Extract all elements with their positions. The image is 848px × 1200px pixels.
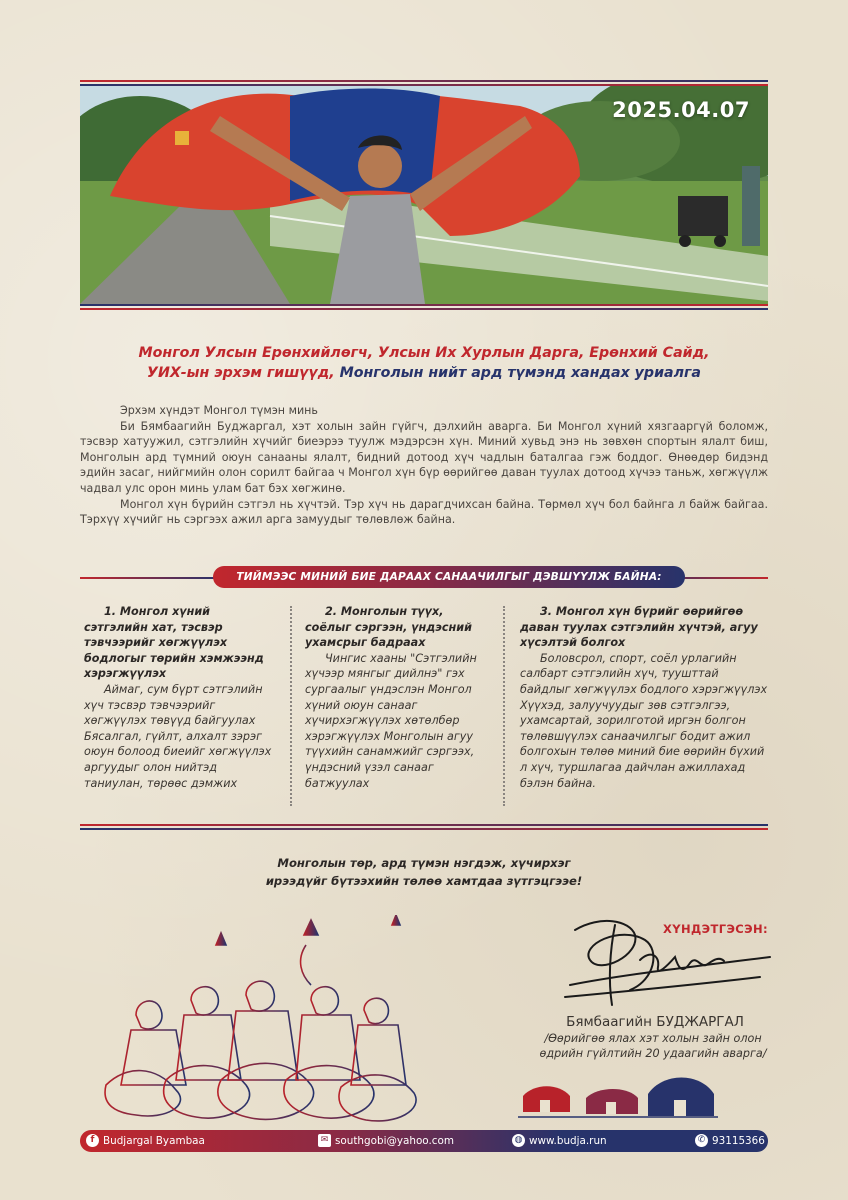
signer-name: Бямбаагийн БУДЖАРГАЛ [566, 1014, 744, 1030]
column-divider-2 [503, 606, 505, 806]
phone-icon: ✆ [695, 1134, 708, 1147]
contact-footer [80, 1130, 768, 1152]
footer-website[interactable] [512, 1130, 607, 1152]
phone-text: 93115366 [712, 1135, 765, 1147]
greeting: Эрхэм хүндэт Монгол түмэн минь [120, 404, 318, 417]
header-photo-frame [80, 80, 768, 310]
column-divider-1 [290, 606, 292, 806]
signer-title-line-1: /Өөрийгөө ялах хэт холын зайн олон [544, 1032, 762, 1045]
title-line-2-blue: Монголын нийт ард түмэнд хандах уриалга [339, 365, 701, 381]
email-icon: ✉ [318, 1134, 331, 1147]
closing-line-2: ирээдүйг бүтээхийн төлөө хамтдаа зүтгэцгээе! [265, 874, 583, 888]
title-line-2-red: УИХ-ын эрхэм гишүүд, [147, 365, 340, 381]
closing-call [200, 854, 648, 890]
facebook-text: Budjargal Byambaa [103, 1135, 205, 1147]
footer-facebook[interactable] [86, 1130, 205, 1152]
initiatives-heading-bar [80, 566, 768, 590]
middle-rule [80, 824, 768, 830]
body-paragraph-1: Би Бямбаагийн Буджаргал, хэт холын зайн гүйгч, дэлхийн аварга. Би Монгол хүний хязгааргүй боломж, тэсвэр хатуужил, сэтгэлийн хүчийг биеэрээ туулж мэдэрсэн хүн. Миний хувьд энэ нь зөвхөн спортын ялалт биш, Монголын ард түмний оюун санааны ялалт, бидний дотоод хүч чадлын баталгаа гэж боддог. Өнөөдөр бидэнд эдийн засаг, нийгмийн олон сорилт байгаа ч Монгол хүн бүр өөрийгөө даван туулах дотоод хүчээ таньж, хөгжүүлж чадвал улс орон минь улам бат бэх хөгжинө. [80, 419, 768, 495]
initiative-2 [305, 604, 485, 791]
body-paragraph-2: Монгол хүн бүрийн сэтгэл нь хүчтэй. Тэр хүч нь дарагдчихсан байна. Төрмөл хүч бол байнга л байж байгаа. Тэрхүү хүчийг нь сэргээх ажил арга замуудыг төлөвлөж байна. [80, 497, 768, 527]
email-text: southgobi@yahoo.com [335, 1135, 454, 1147]
initiative-3-text: Боловсрол, спорт, соёл урлагийн салбарт сэтгэлийн хүч, туушттай байдлыг хөгжүүлэх бодлого хэрэгжүүлэх Хүүхэд, залуучуудыг зөв сэтгэлгээ, ухамсартай, зорилготой иргэн болгон төлөвшүүлэх санаачилгыг бодит ажил болгохын төлөө миний бие өөрийн бүхий л хүч, туршлагаа дайчлан ажиллахад бэлэн байна. [520, 651, 768, 790]
initiatives-columns [80, 604, 768, 809]
footer-phone[interactable] [695, 1130, 765, 1152]
initiative-1 [84, 604, 277, 791]
heading-rule-left [80, 577, 220, 579]
mongol-warriors-illustration [96, 915, 426, 1130]
letter-title [80, 343, 768, 383]
date-label: 2025.04.07 [612, 98, 750, 122]
globe-icon: ◍ [512, 1134, 525, 1147]
website-text: www.budja.run [529, 1135, 607, 1147]
respect-label: ХҮНДЭТГЭСЭН: [662, 922, 768, 936]
title-line-2 [80, 363, 768, 383]
closing-line-1: Монголын төр, ард түмэн нэгдэж, хүчирхэг [277, 856, 571, 870]
ger-illustration [518, 1064, 718, 1120]
initiatives-heading: ТИЙМЭЭС МИНИЙ БИЕ ДАРААХ САНААЧИЛГЫГ ДЭВШҮҮЛЖ БАЙНА: [213, 566, 685, 588]
signer-title-line-2: өдрийн гүйлтийн 20 удаагийн аварга/ [539, 1047, 767, 1060]
initiative-2-text: Чингис хааны "Сэтгэлийн хүчээр мянгыг дийлнэ" гэх сургаалыг үндэслэн Монгол хүний оюун санааг хүчирхэгжүүлэх хөтөлбөр хэрэгжүүлэх Монголын агуу түүхийн санамжийг сэргээх, үндэсний үзэл санааг батжуулах [305, 651, 477, 790]
initiative-2-heading: 2. Монголын түүх, соёлыг сэргээн, үндэсний ухамсрыг бадраах [305, 605, 472, 650]
title-line-1: Монгол Улсын Ерөнхийлөгч, Улсын Их Хурлын Дарга, Ерөнхий Сайд, [138, 345, 710, 361]
initiative-1-heading: 1. Монгол хүний сэтгэлийн хат, тэсвэр тэвчээрийг хөгжүүлэх бодлогыг төрийн хэмжээнд хэрэгжүүлэх [84, 605, 264, 681]
letter-body [80, 403, 768, 528]
signer-title [528, 1031, 778, 1061]
facebook-icon: f [86, 1134, 99, 1147]
handwritten-signature [560, 905, 775, 1015]
initiative-1-text: Аймаг, сум бүрт сэтгэлийн хүч тэсвэр тэвчээрийг хөгжүүлэх төвүүд байгуулах Бясалгал, гүйлт, алхалт зэрэг оюун болоод биеийг хөгжүүлэх аргуудыг олон нийтэд таниулан, төрөөс дэмжих [84, 682, 272, 790]
initiative-3 [520, 604, 768, 791]
initiative-3-heading: 3. Монгол хүн бүрийг өөрийгөө даван туулах сэтгэлийн хүчтэй, агуу хүсэлтэй болгох [520, 605, 758, 650]
bottom-rule [80, 304, 768, 310]
runner-with-flag-photo [80, 86, 768, 304]
footer-email[interactable] [318, 1130, 454, 1152]
